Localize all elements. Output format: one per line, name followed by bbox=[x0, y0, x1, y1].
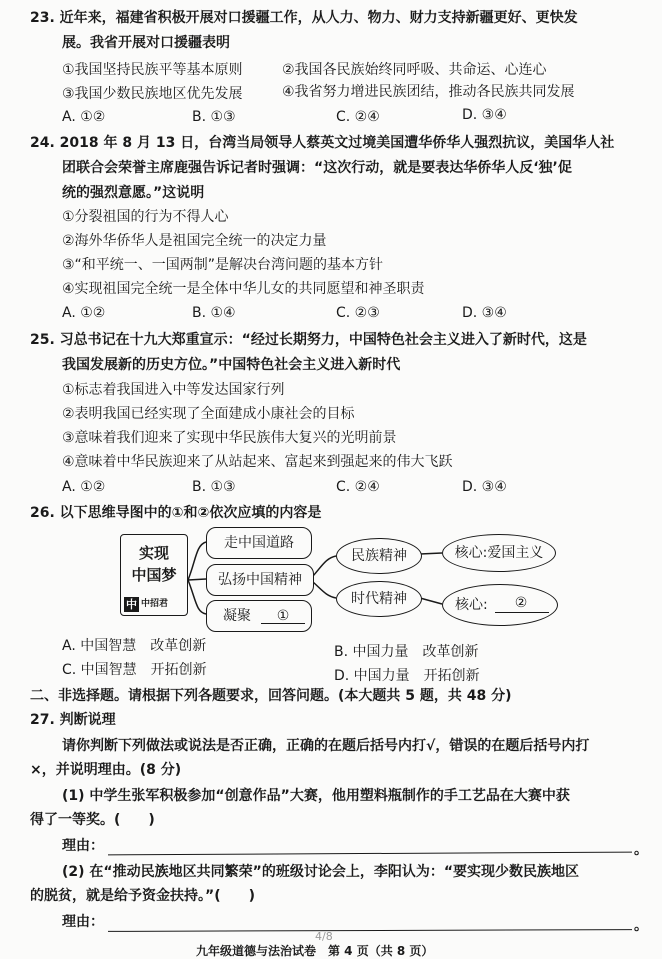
q26-stem: 26. 以下思维导图中的①和②依次应填的内容是 bbox=[30, 505, 322, 521]
q23-choice-d: D. ③④ bbox=[462, 107, 507, 123]
q26-choice-d: D. 中国力量 开拓创新 bbox=[334, 668, 480, 684]
blank-1-marker: ① bbox=[276, 608, 290, 624]
logo-text: 中招君 bbox=[141, 599, 169, 609]
q25-stem-line1: 25. 习总书记在十九大郑重宣示：“经过长期努力，中国特色社会主义进入了新时代，这是 bbox=[30, 332, 587, 348]
q23-option-2: ②我国各民族始终同呼吸、共命运、心连心 bbox=[282, 62, 547, 78]
q26-choice-b: B. 中国力量 改革创新 bbox=[334, 644, 479, 660]
branch-unite-strength bbox=[206, 600, 312, 632]
q26-choice-a: A. 中国智慧 改革创新 bbox=[62, 638, 207, 654]
blank-1-underline bbox=[261, 623, 305, 624]
q23-option-1: ①我国坚持民族平等基本原则 bbox=[62, 62, 243, 78]
q24-option-4: ④实现祖国完全统一是全体中华儿女的共同愿望和神圣职责 bbox=[62, 281, 425, 297]
blank-2-underline bbox=[495, 612, 549, 613]
root-label-line2: 中国梦 bbox=[131, 566, 177, 584]
page-footer: 九年级道德与法治试卷 第 4 页（共 8 页） bbox=[196, 944, 434, 958]
q27-title: 27. 判断说理 bbox=[30, 712, 116, 728]
q27-item2-line1: (2) 在“推动民族地区共同繁荣”的班级讨论会上，李阳认为：“要实现少数民族地区 bbox=[62, 864, 580, 880]
q25-choice-b: B. ①③ bbox=[192, 479, 236, 495]
page-badge: 4/8 bbox=[315, 930, 333, 943]
q23-option-4: ④我省努力增进民族团结，推动各民族共同发展 bbox=[282, 84, 575, 100]
q27-item1-line1: (1) 中学生张军积极参加“创意作品”大赛，他用塑料瓶制作的手工艺品在大赛中获 bbox=[62, 788, 570, 804]
q25-option-4: ④意味着中华民族迎来了从站起来、富起来到强起来的伟大飞跃 bbox=[62, 454, 453, 470]
node-era-spirit: 时代精神 bbox=[336, 581, 422, 617]
watermark-logo bbox=[124, 596, 168, 612]
q27-reason1-label: 理由： bbox=[62, 838, 104, 854]
q24-option-3: ③“和平统一、一国两制”是解决台湾问题的基本方针 bbox=[62, 257, 384, 273]
q25-choice-d: D. ③④ bbox=[462, 479, 507, 495]
q24-option-1: ①分裂祖国的行为不得人心 bbox=[62, 209, 229, 225]
q27-item1-line2: 得了一等奖。( ) bbox=[30, 812, 155, 828]
q24-stem-line1: 24. 2018 年 8 月 13 日，台湾当局领导人蔡英文过境美国遭华侨华人强烈抗议，美国华人社 bbox=[30, 135, 615, 151]
q24-option-2: ②海外华侨华人是祖国完全统一的决定力量 bbox=[62, 233, 327, 249]
q24-stem-line2: 团联合会荣誉主席鹿强告诉记者时强调：“这次行动，就是要表达华侨华人反‘独’促 bbox=[62, 160, 572, 176]
logo-mark: 中 bbox=[126, 597, 137, 611]
node-core-blank bbox=[442, 584, 558, 626]
q23-option-3: ③我国少数民族地区优先发展 bbox=[62, 86, 243, 102]
section-2-heading: 二、非选择题。请根据下列各题要求，回答问题。(本大题共 5 题，共 48 分) bbox=[30, 688, 512, 704]
node-national-spirit: 民族精神 bbox=[336, 538, 422, 574]
branch-chinese-spirit: 弘扬中国精神 bbox=[206, 564, 314, 596]
q24-choice-b: B. ①④ bbox=[192, 305, 236, 321]
q27-item2-line2: 的脱贫，就是给予资金扶持。”( ) bbox=[30, 888, 255, 904]
q27-instruction-line2: ×，并说明理由。(8 分) bbox=[30, 762, 182, 778]
q25-option-2: ②表明我国已经实现了全面建成小康社会的目标 bbox=[62, 406, 355, 422]
q25-choice-c: C. ②④ bbox=[336, 479, 380, 495]
q23-stem-line1: 23. 近年来，福建省积极开展对口援疆工作，从人力、物力、财力支持新疆更好、更快发 bbox=[30, 10, 578, 26]
q24-stem-line3: 统的强烈意愿。”这说明 bbox=[62, 185, 205, 201]
q25-option-1: ①标志着我国进入中等发达国家行列 bbox=[62, 382, 285, 398]
q26-choice-c: C. 中国智慧 开拓创新 bbox=[62, 662, 207, 678]
q27-reason2-end-mark: 。 bbox=[634, 918, 648, 934]
q24-choice-c: C. ②③ bbox=[336, 305, 380, 321]
q25-option-3: ③意味着我们迎来了实现中华民族伟大复兴的光明前景 bbox=[62, 430, 397, 446]
node-core-patriotism: 核心:爱国主义 bbox=[442, 534, 556, 572]
q25-choice-a: A. ①② bbox=[62, 479, 106, 495]
blank-2-marker: ② bbox=[514, 595, 528, 611]
q23-stem-line2: 展。我省开展对口援疆表明 bbox=[62, 35, 230, 51]
q24-choice-d: D. ③④ bbox=[462, 305, 507, 321]
q24-choice-a: A. ①② bbox=[62, 305, 106, 321]
q25-stem-line2: 我国发展新的历史方位。”中国特色社会主义进入新时代 bbox=[62, 357, 401, 373]
branch-chinese-road: 走中国道路 bbox=[206, 527, 312, 559]
q23-choice-a: A. ①② bbox=[62, 109, 106, 125]
q27-instruction-line1: 请你判断下列做法或说法是否正确，正确的在题后括号内打√，错误的在题后括号内打 bbox=[62, 738, 590, 754]
branch3-label: 凝聚 bbox=[223, 608, 251, 624]
q27-reason2-label: 理由： bbox=[62, 914, 104, 930]
root-label-line1: 实现 bbox=[138, 544, 169, 562]
mind-map-root bbox=[120, 534, 188, 616]
q23-choice-c: C. ②④ bbox=[336, 109, 380, 125]
q27-reason1-end-mark: 。 bbox=[634, 842, 648, 858]
core2-label: 核心: bbox=[455, 597, 488, 613]
q23-choice-b: B. ①③ bbox=[192, 109, 236, 125]
